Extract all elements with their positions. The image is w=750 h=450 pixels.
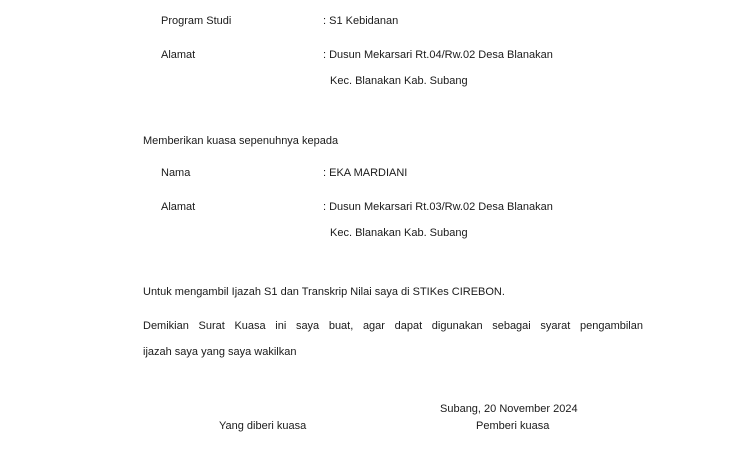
grantee-address-label: Alamat bbox=[161, 201, 196, 213]
grantor-signature-label: Pemberi kuasa bbox=[476, 420, 550, 432]
grantor-address-line2: Kec. Blanakan Kab. Subang bbox=[330, 75, 468, 87]
closing-line-2: ijazah saya yang saya wakilkan bbox=[143, 346, 297, 358]
grantor-address-line1: : Dusun Mekarsari Rt.04/Rw.02 Desa Blanakan bbox=[323, 49, 553, 61]
closing-line-1: Demikian Surat Kuasa ini saya buat, agar dapat digunakan sebagai syarat pengambilan bbox=[143, 320, 643, 332]
grantee-signature-label: Yang diberi kuasa bbox=[219, 420, 307, 432]
grantee-name-label: Nama bbox=[161, 167, 191, 179]
purpose-text: Untuk mengambil Ijazah S1 dan Transkrip Nilai saya di STIKes CIREBON. bbox=[143, 286, 505, 298]
grantor-address-label: Alamat bbox=[161, 49, 196, 61]
place-date: Subang, 20 November 2024 bbox=[440, 403, 578, 415]
grant-intro: Memberikan kuasa sepenuhnya kepada bbox=[143, 135, 339, 147]
program-studi-value: : S1 Kebidanan bbox=[323, 15, 399, 27]
program-studi-label: Program Studi bbox=[161, 15, 232, 27]
grantee-address-line1: : Dusun Mekarsari Rt.03/Rw.02 Desa Blanakan bbox=[323, 201, 553, 213]
grantee-address-line2: Kec. Blanakan Kab. Subang bbox=[330, 227, 468, 239]
grantee-name-value: : EKA MARDIANI bbox=[323, 167, 408, 179]
